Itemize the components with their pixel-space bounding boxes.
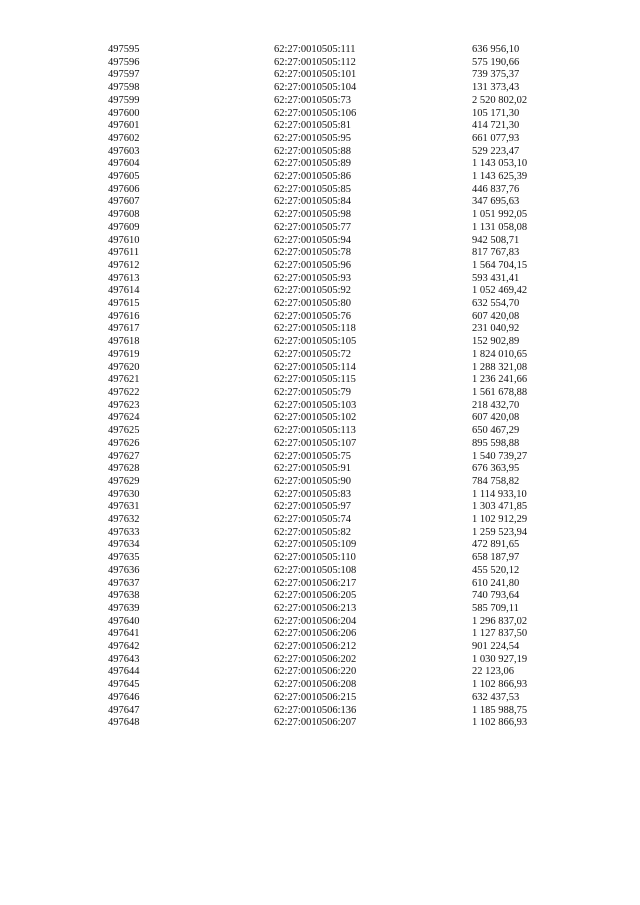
record-number-cell: 497626 [108, 437, 140, 449]
record-number-cell: 497623 [108, 399, 140, 411]
cadastral-number-cell: 62:27:0010505:82 [274, 526, 352, 538]
table-body [108, 44, 572, 730]
record-number-cell: 497634 [108, 539, 140, 551]
record-number-cell: 497602 [108, 132, 140, 144]
record-number-cell: 497603 [108, 145, 140, 157]
record-number-cell: 497595 [108, 44, 140, 55]
table-row [108, 336, 572, 349]
cadastral-value-cell: 585 709,11 [472, 602, 519, 614]
cadastral-value-cell: 740 793,64 [472, 590, 520, 602]
cadastral-number-cell: 62:27:0010505:93 [274, 272, 352, 284]
record-number-cell: 497599 [108, 94, 140, 106]
cadastral-number-cell: 62:27:0010505:78 [274, 247, 352, 259]
record-number-cell: 497632 [108, 514, 140, 526]
cadastral-value-cell: 1 114 933,10 [472, 488, 527, 500]
cadastral-number-cell: 62:27:0010505:106 [274, 107, 357, 119]
record-number-cell: 497615 [108, 298, 140, 310]
cadastral-value-cell: 942 508,71 [472, 234, 520, 246]
record-number-cell: 497622 [108, 386, 140, 398]
cadastral-value-cell: 347 695,63 [472, 196, 520, 208]
table-row [108, 692, 572, 705]
cadastral-number-cell: 62:27:0010505:103 [274, 399, 357, 411]
table-row [108, 120, 572, 133]
table-row [108, 260, 572, 273]
cadastral-value-cell: 446 837,76 [472, 183, 520, 195]
cadastral-value-cell: 152 902,89 [472, 336, 520, 348]
record-number-cell: 497625 [108, 425, 140, 437]
cadastral-value-cell: 231 040,92 [472, 323, 520, 335]
cadastral-number-cell: 62:27:0010505:75 [274, 450, 352, 462]
table-row [108, 590, 572, 603]
cadastral-number-cell: 62:27:0010505:94 [274, 234, 352, 246]
cadastral-number-cell: 62:27:0010506:208 [274, 679, 357, 691]
cadastral-number-cell: 62:27:0010505:113 [274, 425, 356, 437]
table-row [108, 451, 572, 464]
record-number-cell: 497601 [108, 120, 140, 132]
cadastral-number-cell: 62:27:0010505:80 [274, 298, 352, 310]
table-row [108, 273, 572, 286]
cadastral-value-cell: 1 102 866,93 [472, 717, 528, 729]
table-row [108, 476, 572, 489]
table-row [108, 387, 572, 400]
cadastral-number-cell: 62:27:0010505:111 [274, 44, 356, 55]
cadastral-value-cell: 901 224,54 [472, 641, 520, 653]
cadastral-number-cell: 62:27:0010505:118 [274, 323, 356, 335]
table-row [108, 489, 572, 502]
record-number-cell: 497600 [108, 107, 140, 119]
cadastral-number-cell: 62:27:0010506:136 [274, 704, 357, 716]
cadastral-number-cell: 62:27:0010505:76 [274, 310, 352, 322]
cadastral-value-cell: 575 190,66 [472, 56, 520, 68]
table-row [108, 69, 572, 82]
table-row [108, 133, 572, 146]
cadastral-number-cell: 62:27:0010506:205 [274, 590, 357, 602]
record-number-cell: 497614 [108, 285, 140, 297]
table-row [108, 628, 572, 641]
cadastral-number-cell: 62:27:0010506:204 [274, 615, 357, 627]
record-number-cell: 497637 [108, 577, 140, 589]
record-number-cell: 497646 [108, 691, 140, 703]
record-number-cell: 497613 [108, 272, 140, 284]
cadastral-value-cell: 218 432,70 [472, 399, 520, 411]
table-row [108, 209, 572, 222]
table-row [108, 641, 572, 654]
cadastral-value-cell: 455 520,12 [472, 564, 520, 576]
cadastral-number-cell: 62:27:0010505:95 [274, 132, 352, 144]
table-row [108, 438, 572, 451]
cadastral-value-cell: 1 102 912,29 [472, 514, 528, 526]
cadastral-value-cell: 661 077,93 [472, 132, 520, 144]
cadastral-value-cell: 636 956,10 [472, 44, 520, 55]
table-row [108, 146, 572, 159]
table-row [108, 349, 572, 362]
table-row [108, 501, 572, 514]
cadastral-value-cell: 1 303 471,85 [472, 501, 528, 513]
cadastral-value-cell: 1 131 058,08 [472, 221, 528, 233]
record-number-cell: 497596 [108, 56, 140, 68]
cadastral-value-cell: 1 824 010,65 [472, 348, 528, 360]
cadastral-value-cell: 1 127 837,50 [472, 628, 528, 640]
cadastral-number-cell: 62:27:0010505:83 [274, 488, 352, 500]
cadastral-number-cell: 62:27:0010505:102 [274, 412, 357, 424]
table-row [108, 666, 572, 679]
cadastral-number-cell: 62:27:0010505:86 [274, 171, 352, 183]
cadastral-value-table [108, 44, 572, 730]
table-row [108, 362, 572, 375]
record-number-cell: 497620 [108, 361, 140, 373]
cadastral-number-cell: 62:27:0010506:206 [274, 628, 357, 640]
table-row [108, 679, 572, 692]
record-number-cell: 497633 [108, 526, 140, 538]
cadastral-number-cell: 62:27:0010505:109 [274, 539, 357, 551]
cadastral-value-cell: 131 373,43 [472, 82, 520, 94]
table-row [108, 311, 572, 324]
table-row [108, 285, 572, 298]
record-number-cell: 497611 [108, 247, 140, 259]
cadastral-number-cell: 62:27:0010505:77 [274, 221, 352, 233]
table-row [108, 247, 572, 260]
table-row [108, 57, 572, 70]
table-row [108, 323, 572, 336]
cadastral-number-cell: 62:27:0010505:97 [274, 501, 352, 513]
table-row [108, 539, 572, 552]
record-number-cell: 497610 [108, 234, 140, 246]
cadastral-number-cell: 62:27:0010505:107 [274, 437, 357, 449]
cadastral-value-cell: 1 185 988,75 [472, 704, 528, 716]
table-row [108, 603, 572, 616]
table-row [108, 298, 572, 311]
table-row [108, 412, 572, 425]
cadastral-number-cell: 62:27:0010505:104 [274, 82, 357, 94]
cadastral-number-cell: 62:27:0010505:74 [274, 514, 352, 526]
cadastral-value-cell: 2 520 802,02 [472, 94, 528, 106]
cadastral-value-cell: 1 052 469,42 [472, 285, 528, 297]
cadastral-value-cell: 1 561 678,88 [472, 386, 528, 398]
record-number-cell: 497644 [108, 666, 140, 678]
cadastral-number-cell: 62:27:0010506:212 [274, 641, 357, 653]
table-row [108, 222, 572, 235]
record-number-cell: 497605 [108, 171, 140, 183]
cadastral-value-cell: 1 143 625,39 [472, 171, 528, 183]
record-number-cell: 497645 [108, 679, 140, 691]
cadastral-number-cell: 62:27:0010505:92 [274, 285, 352, 297]
cadastral-value-cell: 607 420,08 [472, 310, 520, 322]
table-row [108, 171, 572, 184]
cadastral-number-cell: 62:27:0010505:112 [274, 56, 356, 68]
cadastral-value-cell: 1 564 704,15 [472, 259, 528, 271]
cadastral-value-cell: 1 540 739,27 [472, 450, 528, 462]
cadastral-number-cell: 62:27:0010505:89 [274, 158, 352, 170]
record-number-cell: 497638 [108, 590, 140, 602]
cadastral-value-cell: 414 721,30 [472, 120, 520, 132]
record-number-cell: 497624 [108, 412, 140, 424]
record-number-cell: 497643 [108, 653, 140, 665]
cadastral-value-cell: 472 891,65 [472, 539, 520, 551]
cadastral-number-cell: 62:27:0010505:85 [274, 183, 352, 195]
cadastral-value-cell: 22 123,06 [472, 666, 514, 678]
record-number-cell: 497598 [108, 82, 140, 94]
record-number-cell: 497604 [108, 158, 140, 170]
table-row [108, 235, 572, 248]
cadastral-value-cell: 676 363,95 [472, 463, 520, 475]
cadastral-value-cell: 1 296 837,02 [472, 615, 528, 627]
cadastral-value-cell: 610 241,80 [472, 577, 520, 589]
table-row [108, 654, 572, 667]
table-row [108, 717, 572, 730]
table-row [108, 565, 572, 578]
table-row [108, 463, 572, 476]
cadastral-number-cell: 62:27:0010505:105 [274, 336, 357, 348]
cadastral-number-cell: 62:27:0010505:81 [274, 120, 352, 132]
table-row [108, 705, 572, 718]
cadastral-number-cell: 62:27:0010505:88 [274, 145, 352, 157]
record-number-cell: 497628 [108, 463, 140, 475]
table-row [108, 400, 572, 413]
cadastral-value-cell: 658 187,97 [472, 552, 520, 564]
cadastral-value-cell: 1 259 523,94 [472, 526, 528, 538]
cadastral-value-cell: 529 223,47 [472, 145, 520, 157]
record-number-cell: 497636 [108, 564, 140, 576]
table-row [108, 196, 572, 209]
table-row [108, 616, 572, 629]
cadastral-number-cell: 62:27:0010506:213 [274, 602, 357, 614]
cadastral-number-cell: 62:27:0010505:110 [274, 552, 356, 564]
cadastral-number-cell: 62:27:0010505:73 [274, 94, 352, 106]
cadastral-number-cell: 62:27:0010505:72 [274, 348, 352, 360]
record-number-cell: 497618 [108, 336, 140, 348]
table-row [108, 108, 572, 121]
table-row [108, 527, 572, 540]
record-number-cell: 497606 [108, 183, 140, 195]
record-number-cell: 497597 [108, 69, 140, 81]
table-row [108, 374, 572, 387]
record-number-cell: 497631 [108, 501, 140, 513]
cadastral-value-cell: 1 288 321,08 [472, 361, 528, 373]
record-number-cell: 497629 [108, 475, 140, 487]
record-number-cell: 497617 [108, 323, 140, 335]
cadastral-number-cell: 62:27:0010505:84 [274, 196, 352, 208]
record-number-cell: 497630 [108, 488, 140, 500]
record-number-cell: 497608 [108, 209, 140, 221]
cadastral-value-cell: 739 375,37 [472, 69, 520, 81]
table-row [108, 184, 572, 197]
record-number-cell: 497619 [108, 348, 140, 360]
cadastral-value-cell: 632 437,53 [472, 691, 520, 703]
cadastral-value-cell: 650 467,29 [472, 425, 520, 437]
record-number-cell: 497639 [108, 602, 140, 614]
table-row [108, 158, 572, 171]
cadastral-number-cell: 62:27:0010506:217 [274, 577, 357, 589]
cadastral-value-cell: 1 236 241,66 [472, 374, 528, 386]
cadastral-number-cell: 62:27:0010505:114 [274, 361, 356, 373]
record-number-cell: 497640 [108, 615, 140, 627]
cadastral-number-cell: 62:27:0010505:101 [274, 69, 357, 81]
cadastral-value-cell: 895 598,88 [472, 437, 520, 449]
record-number-cell: 497621 [108, 374, 140, 386]
record-number-cell: 497647 [108, 704, 140, 716]
record-number-cell: 497609 [108, 221, 140, 233]
cadastral-number-cell: 62:27:0010506:207 [274, 717, 357, 729]
record-number-cell: 497648 [108, 717, 140, 729]
cadastral-number-cell: 62:27:0010505:108 [274, 564, 357, 576]
record-number-cell: 497607 [108, 196, 140, 208]
cadastral-value-cell: 784 758,82 [472, 475, 520, 487]
cadastral-number-cell: 62:27:0010506:202 [274, 653, 357, 665]
table-row [108, 44, 572, 57]
cadastral-value-cell: 593 431,41 [472, 272, 520, 284]
cadastral-number-cell: 62:27:0010505:115 [274, 374, 356, 386]
cadastral-value-cell: 607 420,08 [472, 412, 520, 424]
table-row [108, 578, 572, 591]
table-row [108, 82, 572, 95]
cadastral-value-cell: 817 767,83 [472, 247, 520, 259]
record-number-cell: 497616 [108, 310, 140, 322]
cadastral-number-cell: 62:27:0010505:98 [274, 209, 352, 221]
record-number-cell: 497641 [108, 628, 140, 640]
cadastral-value-cell: 1 102 866,93 [472, 679, 528, 691]
table-row [108, 425, 572, 438]
cadastral-number-cell: 62:27:0010506:220 [274, 666, 357, 678]
cadastral-value-cell: 105 171,30 [472, 107, 520, 119]
record-number-cell: 497635 [108, 552, 140, 564]
cadastral-number-cell: 62:27:0010506:215 [274, 691, 357, 703]
cadastral-number-cell: 62:27:0010505:96 [274, 259, 352, 271]
cadastral-value-cell: 632 554,70 [472, 298, 520, 310]
cadastral-number-cell: 62:27:0010505:91 [274, 463, 352, 475]
record-number-cell: 497642 [108, 641, 140, 653]
record-number-cell: 497612 [108, 259, 140, 271]
cadastral-number-cell: 62:27:0010505:90 [274, 475, 352, 487]
cadastral-number-cell: 62:27:0010505:79 [274, 386, 352, 398]
cadastral-value-cell: 1 030 927,19 [472, 653, 528, 665]
cadastral-value-cell: 1 143 053,10 [472, 158, 528, 170]
table-row [108, 95, 572, 108]
table-row [108, 514, 572, 527]
cadastral-value-cell: 1 051 992,05 [472, 209, 528, 221]
table-row [108, 552, 572, 565]
record-number-cell: 497627 [108, 450, 140, 462]
